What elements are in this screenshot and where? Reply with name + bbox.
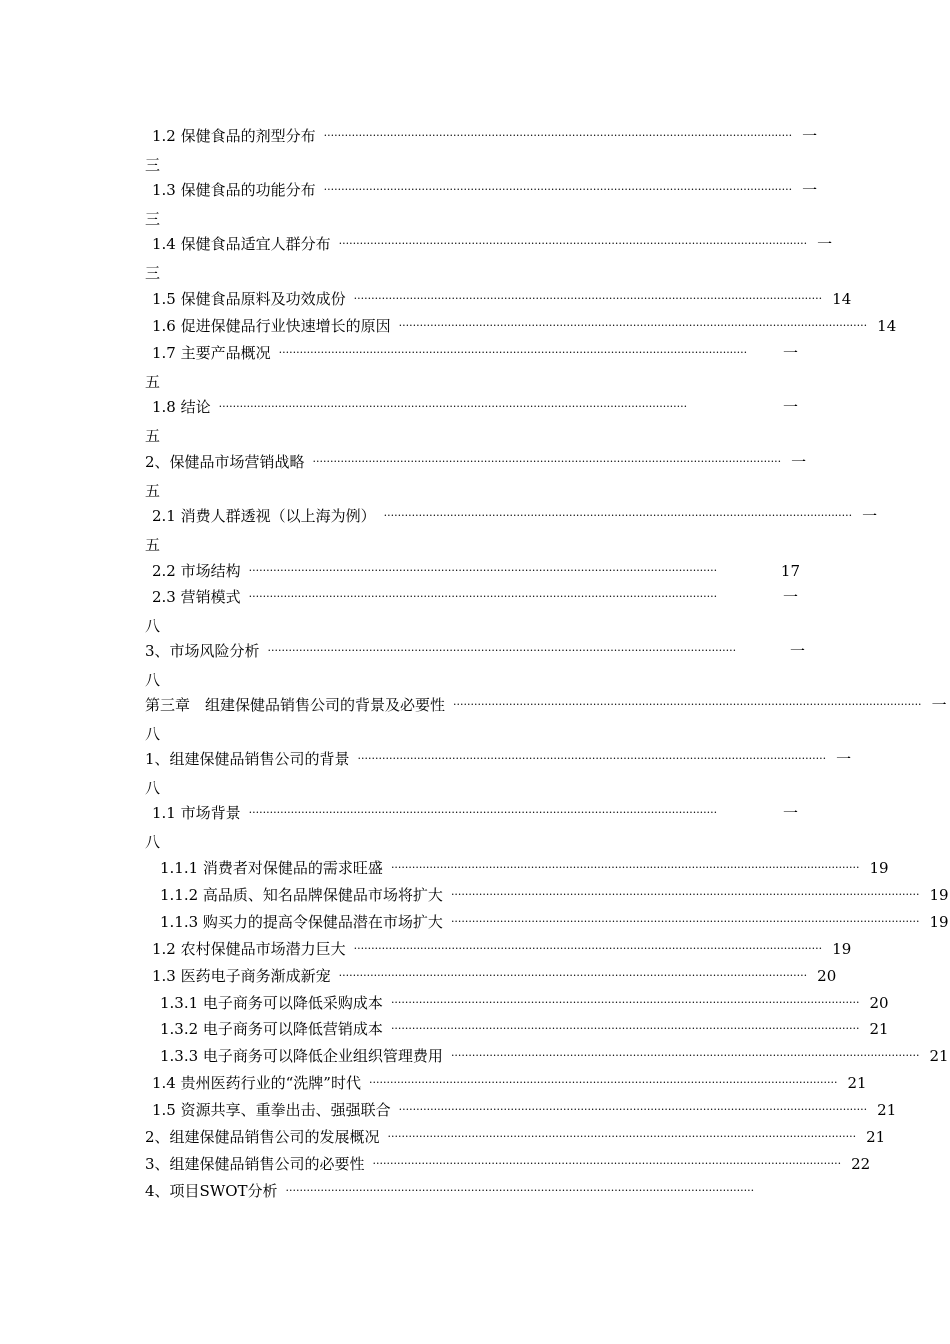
toc-leader-dots: ······································································································································ [312,455,782,468]
toc-entry-title: 1.3 保健食品的功能分布 [152,181,316,199]
toc-entry-page-wrap: 五 [145,373,161,391]
toc-entry[interactable] [145,749,852,769]
toc-leader-dots: ······································································································································ [450,915,920,928]
toc-entry[interactable] [152,397,798,417]
toc-entry[interactable] [145,641,805,661]
toc-entry[interactable] [152,289,852,309]
toc-entry-page: 14 [832,290,852,308]
toc-entry-title: 1.3 医药电子商务渐成新宠 [152,967,331,985]
toc-entry[interactable] [145,1154,871,1174]
toc-leader-dots: ······································································································································ [450,888,920,901]
toc-entry-title: 1.3.2 电子商务可以降低营销成本 [160,1020,383,1038]
toc-entry-page-wrap: 八 [145,779,161,797]
toc-entry[interactable] [152,561,800,581]
toc-entry-title: 1.2 农村保健品市场潜力巨大 [152,940,346,958]
toc-entry[interactable] [152,1100,897,1120]
toc-entry-page: 一 [789,642,805,660]
toc-entry-title: 1.3.1 电子商务可以降低采购成本 [160,994,383,1012]
toc-entry[interactable] [152,234,833,254]
toc-entry-title: 1.1 市场背景 [152,804,241,822]
toc-leader-dots: ······································································································································ [368,1076,838,1089]
toc-entry-title: 2.2 市场结构 [152,562,241,580]
toc-entry[interactable] [152,966,837,986]
toc-entry-page: 21 [866,1128,886,1146]
toc-entry[interactable] [152,587,798,607]
toc-entry[interactable] [160,1046,949,1066]
toc-entry[interactable] [160,858,889,878]
toc-entry-title: 1.5 资源共享、重拳出击、强强联合 [152,1101,391,1119]
toc-leader-dots: ······································································································································ [267,644,737,657]
toc-entry[interactable] [152,1073,867,1093]
toc-leader-dots: ······································································································································ [285,1184,755,1197]
toc-leader-dots: ······································································································································ [450,1049,920,1062]
toc-entry-page: 22 [851,1155,871,1173]
toc-entry-title: 1.1.3 购买力的提高令保健品潜在市场扩大 [160,913,443,931]
toc-entry-page: 一 [791,453,807,471]
toc-entry-page: 20 [817,967,837,985]
toc-leader-dots: ······································································································································ [398,1103,868,1116]
toc-entry-page: 19 [929,913,949,931]
toc-entry[interactable] [160,1019,889,1039]
toc-entry[interactable] [145,452,805,472]
toc-entry-page-wrap: 八 [145,725,161,743]
toc-leader-dots: ······································································································································ [248,590,718,603]
toc-entry-page: 19 [929,886,949,904]
toc-entry-title: 1.5 保健食品原料及功效成份 [152,290,346,308]
toc-entry[interactable] [152,343,798,363]
toc-leader-dots: ······································································································································ [338,969,808,982]
toc-leader-dots: ······································································································································ [357,752,827,765]
toc-entry-page: 21 [929,1047,949,1065]
toc-entry-title: 1.3.3 电子商务可以降低企业组织管理费用 [160,1047,443,1065]
toc-leader-dots: ······································································································································ [353,292,823,305]
toc-entry-title: 3、组建保健品销售公司的必要性 [145,1155,365,1173]
toc-entry-page: 一 [782,588,798,606]
toc-entry[interactable] [152,803,798,823]
toc-entry-page: 20 [869,994,889,1012]
toc-entry-page-wrap: 八 [145,671,161,689]
toc-entry[interactable] [145,1181,790,1201]
toc-entry-page: 14 [877,317,897,335]
toc-entry[interactable] [152,180,818,200]
toc-entry-title: 1.2 保健食品的剂型分布 [152,127,316,145]
toc-leader-dots: ······································································································································ [398,319,868,332]
toc-entry-page-wrap: 三 [145,264,161,282]
toc-entry-page: 一 [836,750,852,768]
toc-leader-dots: ······································································································································ [390,1022,860,1035]
toc-leader-dots: ······································································································································ [278,346,748,359]
toc-entry-page: 一 [817,235,833,253]
toc-entry-page: 21 [869,1020,889,1038]
toc-entry[interactable] [145,695,947,715]
toc-entry[interactable] [160,993,889,1013]
toc-entry[interactable] [160,912,949,932]
toc-leader-dots: ······································································································································ [248,806,718,819]
toc-entry-title: 2.3 营销模式 [152,588,241,606]
toc-entry-page-wrap: 五 [145,482,161,500]
toc-entry-page-wrap: 五 [145,427,161,445]
toc-entry-title: 2.1 消费人群透视（以上海为例） [152,507,376,525]
toc-entry[interactable] [152,506,878,526]
toc-entry-page: 21 [847,1074,867,1092]
toc-leader-dots: ······································································································································ [353,942,823,955]
toc-leader-dots: ······································································································································ [453,698,922,711]
toc-entry-title: 4、项目SWOT分析 [145,1182,278,1200]
toc-leader-dots: ······································································································································ [218,400,688,413]
toc-leader-dots: ······································································································································ [383,509,853,522]
toc-entry-page: 一 [862,507,878,525]
toc-leader-dots: ······································································································································ [372,1157,842,1170]
toc-entry-page: 21 [877,1101,897,1119]
toc-entry-title: 1、组建保健品销售公司的背景 [145,750,350,768]
toc-entry-title: 1.4 贵州医药行业的“洗牌”时代 [152,1074,361,1092]
toc-entry-page: 一 [931,696,947,714]
toc-entry[interactable] [152,939,852,959]
toc-entry-page-wrap: 八 [145,833,161,851]
toc-leader-dots: ······································································································································ [390,861,860,874]
toc-entry-title: 2、组建保健品销售公司的发展概况 [145,1128,380,1146]
toc-entry-title: 1.6 促进保健品行业快速增长的原因 [152,317,391,335]
toc-entry[interactable] [145,1127,886,1147]
toc-entry-page: 一 [782,804,798,822]
toc-leader-dots: ······································································································································ [248,564,718,577]
toc-entry-page: 一 [802,127,818,145]
toc-entry[interactable] [160,885,949,905]
toc-entry-title: 1.7 主要产品概况 [152,344,271,362]
toc-entry-title: 1.4 保健食品适宜人群分布 [152,235,331,253]
toc-entry-title: 3、市场风险分析 [145,642,260,660]
toc-entry-page: 一 [782,398,798,416]
toc-entry-title: 1.1.2 高品质、知名品牌保健品市场将扩大 [160,886,443,904]
toc-entry-title: 第三章 组建保健品销售公司的背景及必要性 [145,696,446,714]
toc-entry[interactable] [152,316,897,336]
toc-entry-title: 1.8 结论 [152,398,211,416]
toc-entry-page: 19 [869,859,889,877]
toc-entry-page-wrap: 五 [145,536,161,554]
toc-entry-page-wrap: 三 [145,156,161,174]
toc-leader-dots: ······································································································································ [323,129,793,142]
toc-entry-title: 2、保健品市场营销战略 [145,453,305,471]
toc-entry-page-wrap: 三 [145,210,161,228]
toc-entry-page: 一 [782,344,798,362]
toc-leader-dots: ······································································································································ [390,996,860,1009]
toc-entry-title: 1.1.1 消费者对保健品的需求旺盛 [160,859,383,877]
toc-entry-page: 19 [832,940,852,958]
toc-entry[interactable] [152,126,818,146]
toc-entry-page: 一 [802,181,818,199]
toc-entry-page: 17 [780,562,800,580]
toc-leader-dots: ······································································································································ [323,183,793,196]
toc-leader-dots: ······································································································································ [338,237,808,250]
toc-leader-dots: ······································································································································ [387,1130,857,1143]
toc-entry-page-wrap: 八 [145,617,161,635]
